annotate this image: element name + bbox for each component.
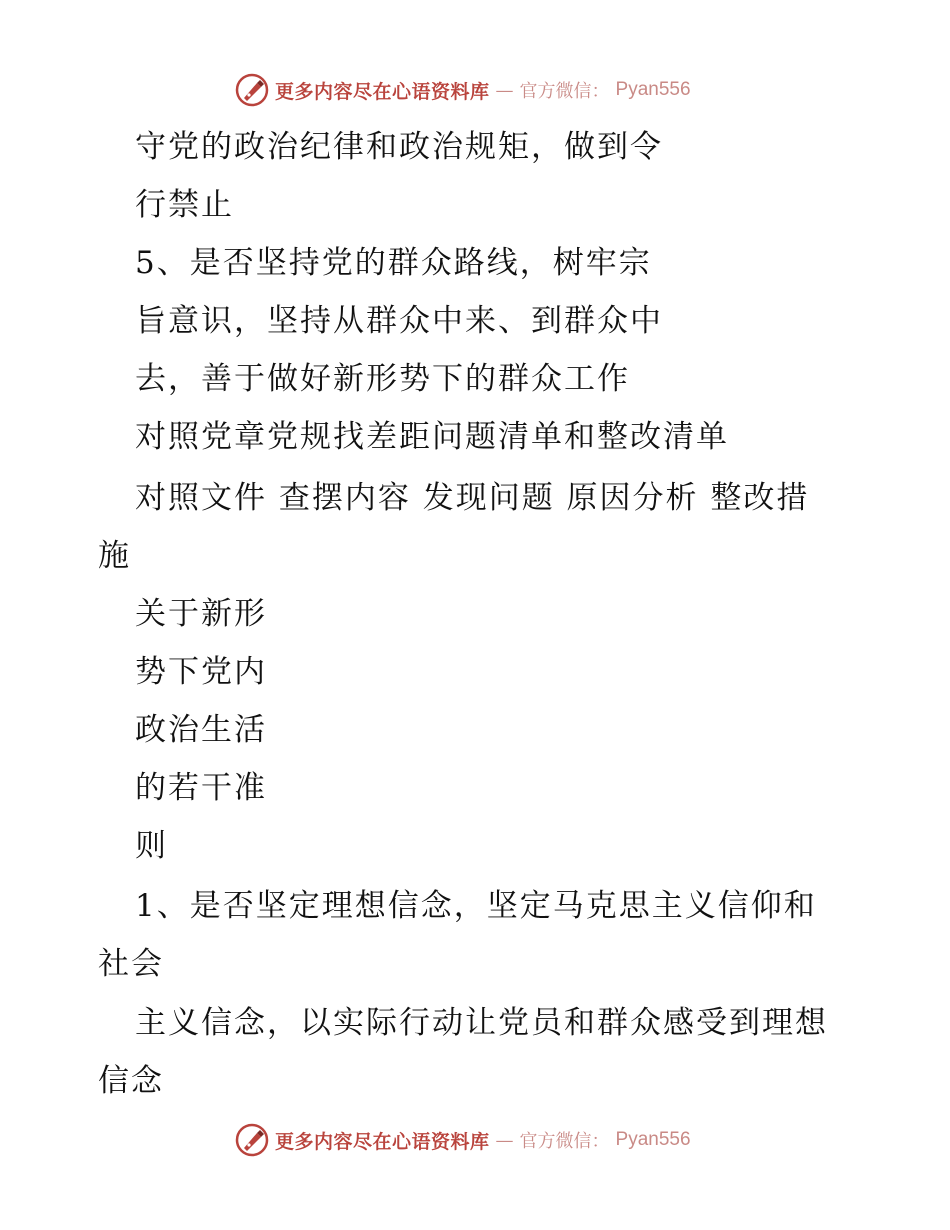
text-line: 信念 bbox=[98, 1063, 164, 1099]
text-line: 对照党章党规找差距问题清单和整改清单 bbox=[135, 419, 729, 455]
text-line: 主义信念，以实际行动让党员和群众感受到理想 bbox=[135, 1005, 828, 1041]
header-dash: — bbox=[495, 79, 514, 101]
header-title: 更多内容尽在心语资料库 bbox=[275, 80, 490, 103]
text-line: 势下党内 bbox=[135, 654, 267, 690]
header-wechat-label: 官方微信： bbox=[519, 81, 610, 102]
text-line: 对照文件 查摆内容 发现问题 原因分析 整改措 bbox=[135, 480, 810, 516]
text-line: 行禁止 bbox=[135, 187, 234, 223]
footer-wechat-id: Pyan556 bbox=[615, 1129, 691, 1150]
text-line: 社会 bbox=[98, 946, 164, 982]
text-line: 则 bbox=[135, 828, 168, 864]
text-line: 守党的政治纪律和政治规矩，做到令 bbox=[135, 129, 663, 165]
text-line: 1、是否坚定理想信念，坚定马克思主义信仰和 bbox=[135, 888, 817, 924]
text-line: 关于新形 bbox=[135, 596, 267, 632]
text-line: 5、是否坚持党的群众路线，树牢宗 bbox=[135, 245, 652, 281]
pen-nib-logo-icon bbox=[235, 1123, 269, 1157]
footer-dash: — bbox=[495, 1129, 514, 1151]
text-line: 政治生活 bbox=[135, 712, 267, 748]
text-line: 施 bbox=[98, 538, 131, 574]
header-wechat-id: Pyan556 bbox=[615, 79, 691, 100]
footer-wechat-label: 官方微信： bbox=[519, 1131, 610, 1152]
text-line: 的若干准 bbox=[135, 770, 267, 806]
text-line: 去，善于做好新形势下的群众工作 bbox=[135, 361, 630, 397]
footer-title: 更多内容尽在心语资料库 bbox=[275, 1130, 490, 1153]
text-line: 旨意识，坚持从群众中来、到群众中 bbox=[135, 303, 663, 339]
footer-banner bbox=[235, 1122, 715, 1158]
